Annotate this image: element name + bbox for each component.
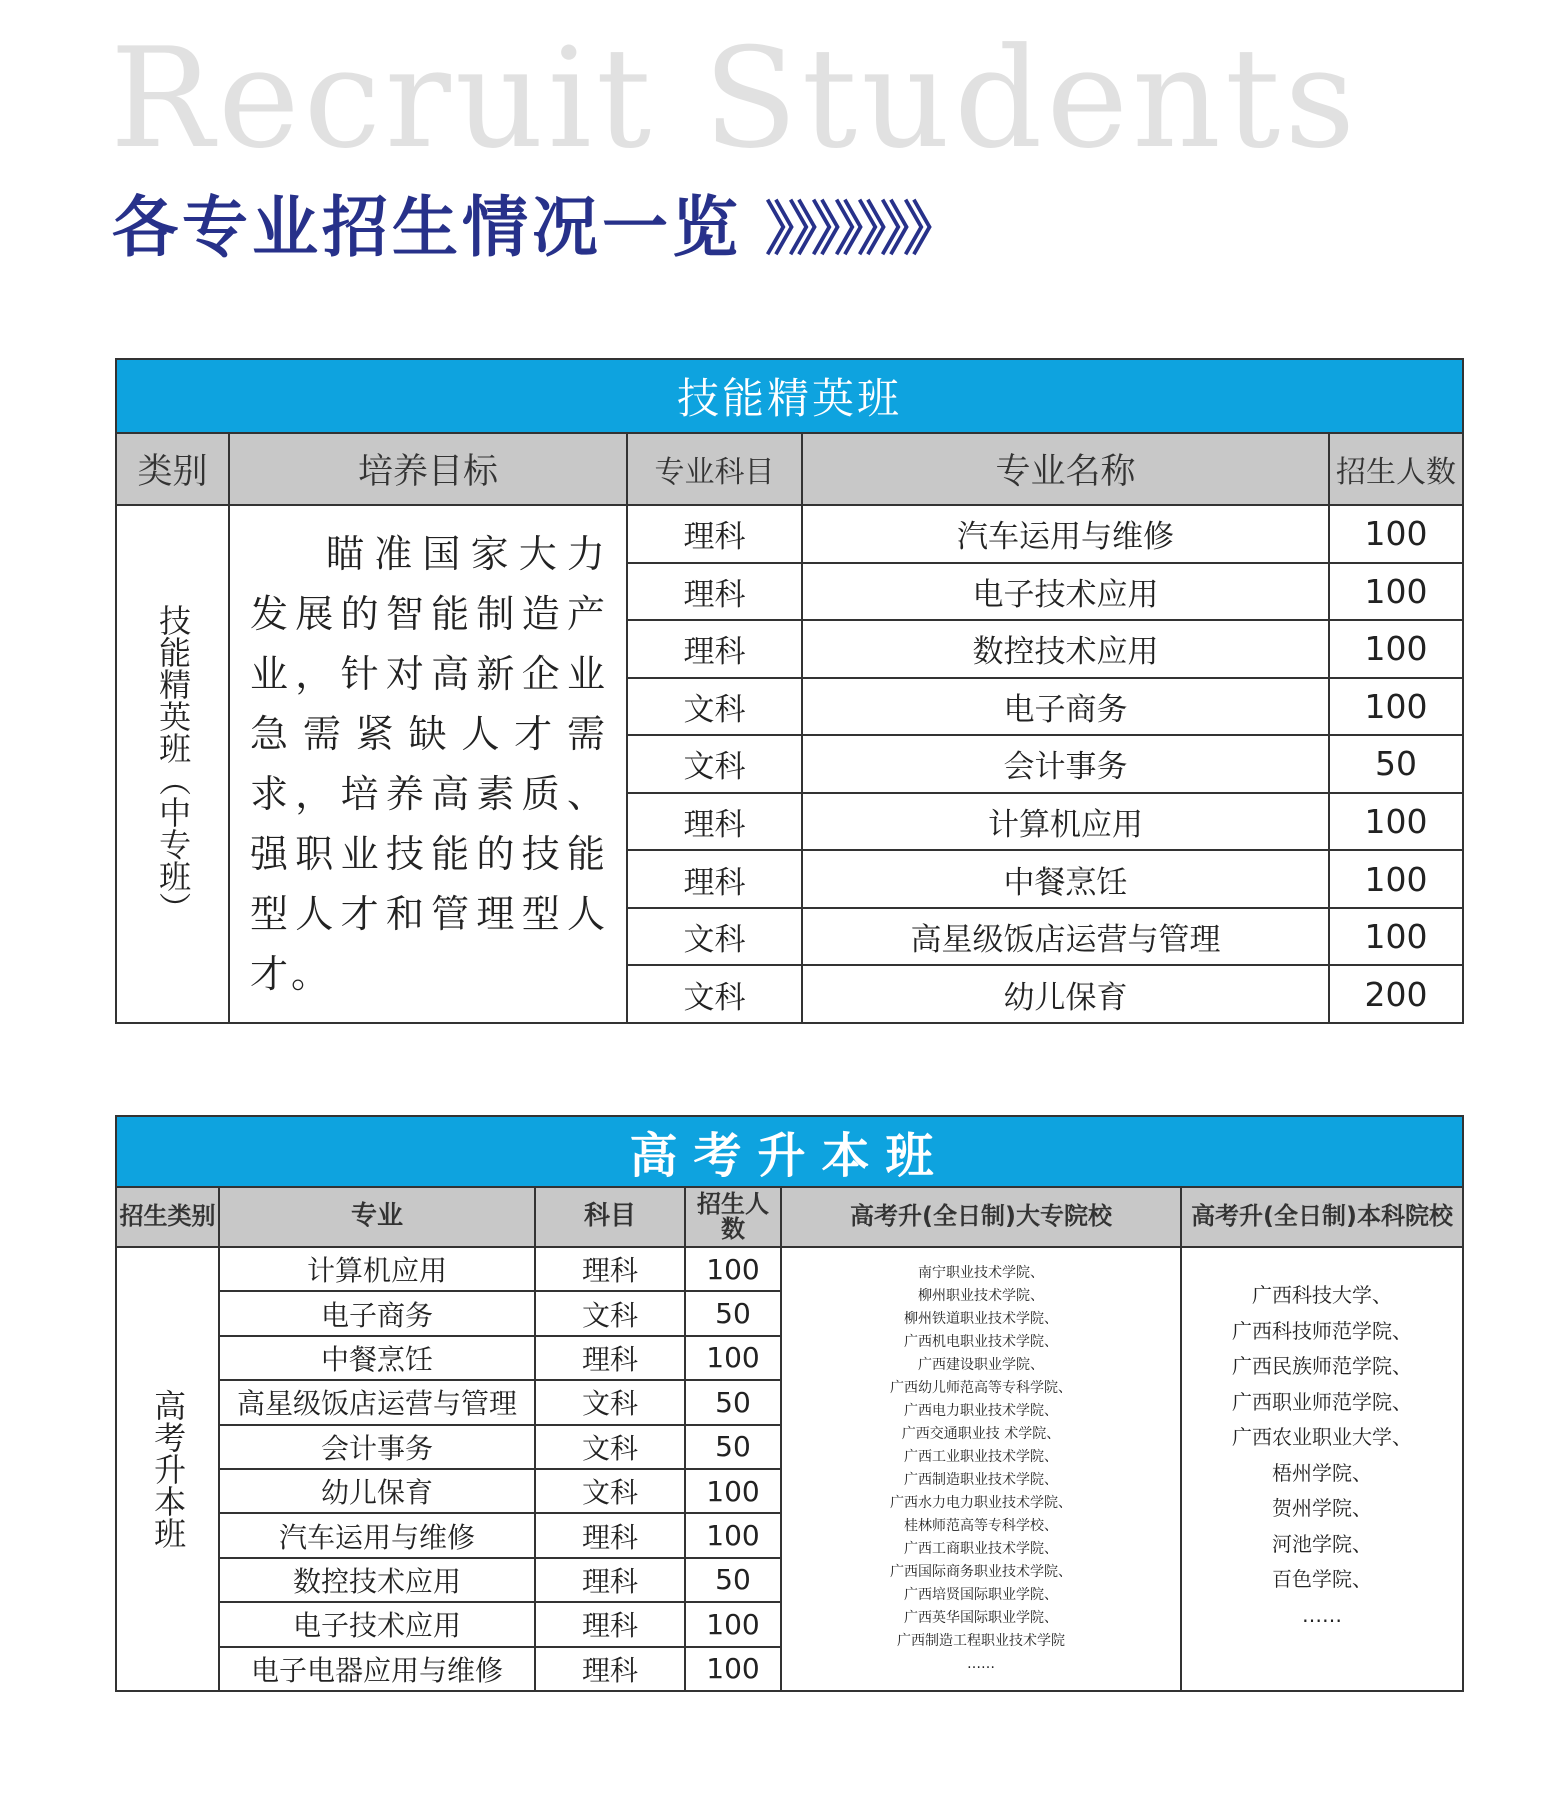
list-item: ……: [967, 1656, 995, 1672]
category-cell: [116, 1247, 219, 1691]
college-list: [781, 1247, 1181, 1691]
major-cell: 汽车运用与维修: [219, 1513, 535, 1557]
subject-cell: 文科: [627, 678, 802, 736]
major-cell: 数控技术应用: [802, 620, 1329, 678]
list-item: 桂林师范高等专科学校、: [904, 1518, 1058, 1534]
list-item: 广西幼儿师范高等专科学院、: [890, 1380, 1072, 1396]
list-item: 广西农业职业大学、: [1232, 1425, 1413, 1449]
quota-cell: 100: [1329, 563, 1463, 621]
quota-cell: 100: [1329, 908, 1463, 966]
list-item: 广西工商职业技术学院、: [904, 1541, 1058, 1557]
subject-cell: 理科: [535, 1647, 685, 1691]
subject-cell: 文科: [627, 735, 802, 793]
quota-cell: 100: [685, 1336, 781, 1380]
major-cell: 中餐烹饪: [802, 850, 1329, 908]
subject-cell: 理科: [535, 1558, 685, 1602]
list-item: 百色学院、: [1272, 1567, 1373, 1591]
list-item: 广西科技大学、: [1252, 1283, 1393, 1307]
header-colleges: 高考升(全日制)大专院校: [781, 1187, 1181, 1247]
category-label: 技能精英班（中专班）: [154, 604, 193, 924]
list-item: 贺州学院、: [1272, 1496, 1373, 1520]
list-item: 广西交通职业技 术学院、: [901, 1426, 1061, 1442]
list-item: 梧州学院、: [1272, 1460, 1373, 1485]
quota-cell: 50: [685, 1380, 781, 1424]
header-category: 类别: [116, 433, 229, 505]
quota-cell: 100: [685, 1647, 781, 1691]
list-item: 广西工业职业技术学院、: [904, 1449, 1058, 1465]
header-quota: 招生人数: [685, 1187, 781, 1247]
table-row: [116, 1247, 1463, 1291]
subject-cell: 文科: [627, 965, 802, 1023]
table-row: [116, 505, 1463, 563]
quota-cell: 50: [685, 1291, 781, 1335]
quota-cell: 50: [1329, 735, 1463, 793]
subject-cell: 文科: [535, 1380, 685, 1424]
quota-cell: 50: [685, 1425, 781, 1469]
subject-cell: 文科: [627, 908, 802, 966]
list-item: 广西职业师范学院、: [1232, 1389, 1413, 1414]
category-label: 高考升本班: [149, 1389, 188, 1549]
list-item: 广西科技师范学院、: [1232, 1318, 1413, 1343]
header-goal: 培养目标: [229, 433, 627, 505]
header-universities: 高考升(全日制)本科院校: [1181, 1187, 1463, 1247]
header-major: 专业名称: [802, 433, 1329, 505]
major-cell: 幼儿保育: [802, 965, 1329, 1023]
major-cell: 汽车运用与维修: [802, 505, 1329, 563]
header-subject: 科目: [535, 1187, 685, 1247]
major-cell: 高星级饭店运营与管理: [802, 908, 1329, 966]
list-item: 柳州铁道职业技术学院、: [904, 1311, 1058, 1327]
major-cell: 中餐烹饪: [219, 1336, 535, 1380]
major-cell: 电子商务: [219, 1291, 535, 1335]
major-cell: 数控技术应用: [219, 1558, 535, 1602]
header-category: 招生类别: [116, 1187, 219, 1247]
list-item: 广西民族师范学院、: [1232, 1354, 1413, 1378]
subject-cell: 理科: [535, 1602, 685, 1646]
header-major: 专业: [219, 1187, 535, 1247]
list-item: 南宁职业技术学院、: [918, 1265, 1044, 1281]
quota-cell: 100: [685, 1469, 781, 1513]
major-cell: 高星级饭店运营与管理: [219, 1380, 535, 1424]
quota-cell: 100: [685, 1247, 781, 1291]
subject-cell: 文科: [535, 1291, 685, 1335]
university-list: [1181, 1247, 1463, 1691]
list-item: 广西制造职业技术学院、: [904, 1472, 1058, 1488]
page-title: 各专业招生情况一览: [112, 189, 742, 266]
subject-cell: 理科: [627, 563, 802, 621]
subject-cell: 理科: [535, 1336, 685, 1380]
watermark-text: Recruit Students: [110, 18, 1360, 179]
quota-cell: 50: [685, 1558, 781, 1602]
quota-cell: 100: [1329, 850, 1463, 908]
major-cell: 计算机应用: [802, 793, 1329, 851]
major-cell: 电子技术应用: [219, 1602, 535, 1646]
header-quota: 招生人数: [1329, 433, 1463, 505]
quota-cell: 100: [1329, 678, 1463, 736]
major-cell: 会计事务: [802, 735, 1329, 793]
list-item: 广西国际商务职业技术学院、: [890, 1564, 1072, 1580]
list-item: 广西培贤国际职业学院、: [904, 1587, 1058, 1603]
major-cell: 电子技术应用: [802, 563, 1329, 621]
quota-cell: 100: [1329, 793, 1463, 851]
subject-cell: 理科: [627, 793, 802, 851]
subject-cell: 理科: [535, 1247, 685, 1291]
list-item: 广西水力电力职业技术学院、: [890, 1495, 1072, 1511]
major-cell: 电子商务: [802, 678, 1329, 736]
gaokao-banner: 高考升本班: [116, 1116, 1463, 1187]
list-item: 广西机电职业技术学院、: [904, 1334, 1058, 1350]
goal-cell: 瞄准国家大力发展的智能制造产业，针对高新企业急需紧缺人才需求，培养高素质、强职业技能的技能型人才和管理型人才。: [229, 505, 627, 1023]
list-item: 柳州职业技术学院、: [918, 1288, 1044, 1304]
subject-cell: 文科: [535, 1469, 685, 1513]
subject-cell: 理科: [627, 620, 802, 678]
list-item: ……: [1302, 1602, 1343, 1627]
list-item: 广西建设职业学院、: [918, 1357, 1044, 1373]
list-item: 广西电力职业技术学院、: [904, 1403, 1058, 1419]
subject-cell: 文科: [535, 1425, 685, 1469]
gaokao-class-table: [115, 1115, 1464, 1692]
elite-class-table: [115, 358, 1464, 1024]
category-cell: [116, 505, 229, 1023]
subject-cell: 理科: [627, 850, 802, 908]
quota-cell: 100: [685, 1513, 781, 1557]
subject-cell: 理科: [535, 1513, 685, 1557]
quota-cell: 100: [1329, 620, 1463, 678]
subject-cell: 理科: [627, 505, 802, 563]
quota-cell: 200: [1329, 965, 1463, 1023]
list-item: 广西英华国际职业学院、: [904, 1610, 1058, 1626]
major-cell: 计算机应用: [219, 1247, 535, 1291]
major-cell: 电子电器应用与维修: [219, 1647, 535, 1691]
header-subject: 专业科目: [627, 433, 802, 505]
major-cell: 幼儿保育: [219, 1469, 535, 1513]
list-item: 河池学院、: [1272, 1531, 1373, 1556]
quota-cell: 100: [685, 1602, 781, 1646]
list-item: 广西制造工程职业技术学院: [897, 1633, 1065, 1649]
elite-banner: 技能精英班: [116, 359, 1463, 433]
quota-cell: 100: [1329, 505, 1463, 563]
major-cell: 会计事务: [219, 1425, 535, 1469]
chevron-decoration: 》》》》》》》: [765, 195, 956, 263]
